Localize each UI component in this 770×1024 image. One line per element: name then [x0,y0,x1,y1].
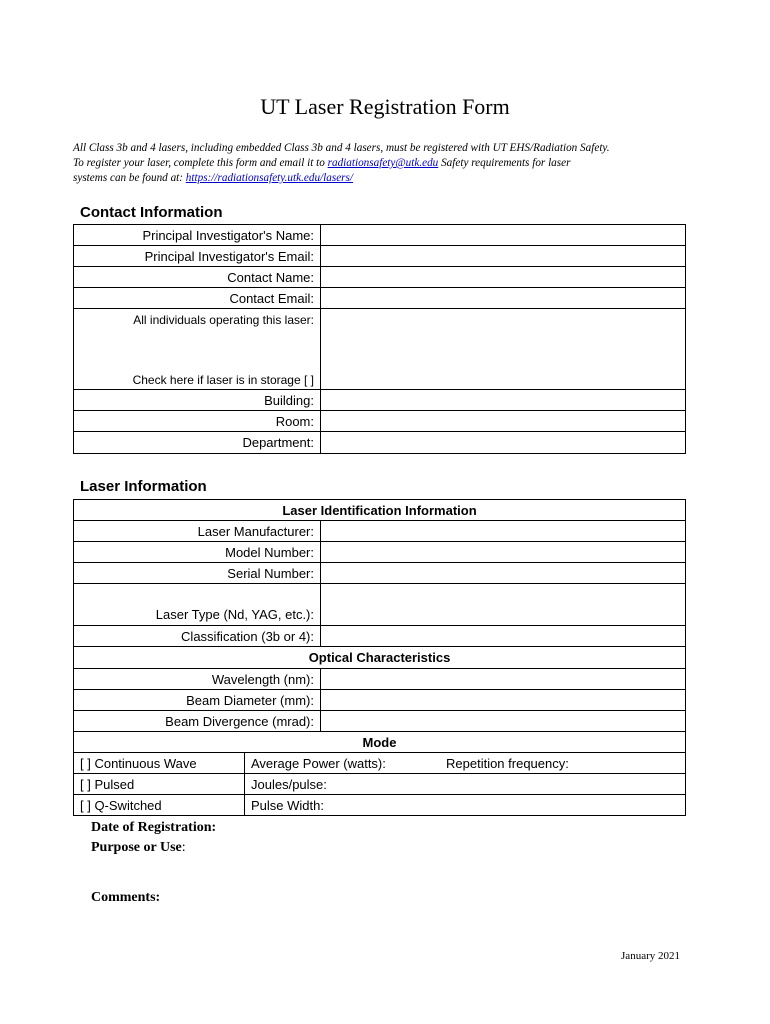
laser-table [73,499,686,816]
qswitched-checkbox[interactable]: [ ] Q-Switched [74,795,245,815]
serial-label: Serial Number: [74,563,321,583]
pi-name-row [74,225,685,246]
intro-line-3-pre: systems can be found at: [73,172,186,184]
beam-diameter-label: Beam Diameter (mm): [74,690,321,710]
intro-line-2 [73,156,713,171]
room-field[interactable] [321,411,685,431]
laser-heading: Laser Information [80,478,207,495]
manufacturer-field[interactable] [321,521,685,541]
contact-name-label: Contact Name: [74,267,321,287]
contact-table [73,224,686,454]
intro-line-3 [73,171,713,186]
comments-label: Comments: [91,890,161,905]
revision-date: January 2021 [621,950,680,962]
beam-divergence-label: Beam Divergence (mrad): [74,711,321,731]
pi-email-label: Principal Investigator's Email: [74,246,321,266]
type-label: Laser Type (Nd, YAG, etc.): [74,584,321,625]
classification-field[interactable] [321,626,685,646]
purpose-label [91,840,186,856]
mode-heading: Mode [74,732,685,753]
beam-diameter-field[interactable] [321,690,685,710]
pulse-width-label: Pulse Width: [251,797,324,813]
operators-row [74,309,685,390]
cw-checkbox[interactable]: [ ] Continuous Wave [74,753,245,773]
building-row [74,390,685,411]
beam-diameter-row [74,690,685,711]
pi-name-field[interactable] [321,225,685,245]
contact-email-row [74,288,685,309]
operators-field[interactable] [321,309,685,389]
serial-field[interactable] [321,563,685,583]
manufacturer-row [74,521,685,542]
contact-email-field[interactable] [321,288,685,308]
model-label: Model Number: [74,542,321,562]
rep-freq-label: Repetition frequency: [446,755,569,771]
classification-row [74,626,685,647]
contact-email-label: Contact Email: [74,288,321,308]
pi-email-row [74,246,685,267]
purpose-colon: : [181,840,186,855]
mode-row-cw [74,753,685,774]
department-field[interactable] [321,432,685,453]
operators-label-cell [74,309,321,389]
department-label: Department: [74,432,321,453]
laser-id-heading: Laser Identification Information [74,500,685,521]
model-field[interactable] [321,542,685,562]
classification-label: Classification (3b or 4): [74,626,321,646]
intro-line-2-post: Safety requirements for laser [438,157,571,169]
building-label: Building: [74,390,321,410]
intro-line-2-pre: To register your laser, complete this form and email it to [73,157,328,169]
lasers-url-link[interactable]: https://radiationsafety.utk.edu/lasers/ [185,172,353,184]
manufacturer-label: Laser Manufacturer: [74,521,321,541]
type-row [74,584,685,626]
mode-row-pulsed [74,774,685,795]
beam-divergence-row [74,711,685,732]
contact-name-field[interactable] [321,267,685,287]
avg-power-label: Average Power (watts): [251,755,386,771]
page-title: UT Laser Registration Form [260,94,510,119]
contact-name-row [74,267,685,288]
type-field[interactable] [321,584,685,625]
purpose-text: Purpose or Use [91,840,182,855]
email-link[interactable]: radiationsafety@utk.edu [327,157,439,169]
intro-text [73,141,713,186]
date-registration-label: Date of Registration: [91,820,217,835]
wavelength-field[interactable] [321,669,685,689]
contact-heading: Contact Information [80,204,223,221]
wavelength-row [74,669,685,690]
operators-label: All individuals operating this laser: [133,313,314,327]
intro-line-1: All Class 3b and 4 lasers, including embedded Class 3b and 4 lasers, must be registered with UT EHS/Radiation Safety. [73,142,610,154]
serial-row [74,563,685,584]
wavelength-label: Wavelength (nm): [74,669,321,689]
room-label: Room: [74,411,321,431]
pulsed-checkbox[interactable]: [ ] Pulsed [74,774,245,794]
pi-email-field[interactable] [321,246,685,266]
joules-label: Joules/pulse: [251,776,327,792]
storage-checkbox-label[interactable]: Check here if laser is in storage [ ] [132,373,314,387]
room-row [74,411,685,432]
optical-heading: Optical Characteristics [74,647,685,669]
model-row [74,542,685,563]
department-row [74,432,685,453]
mode-row-qswitched [74,795,685,815]
beam-divergence-field[interactable] [321,711,685,731]
pi-name-label: Principal Investigator's Name: [74,225,321,245]
building-field[interactable] [321,390,685,410]
